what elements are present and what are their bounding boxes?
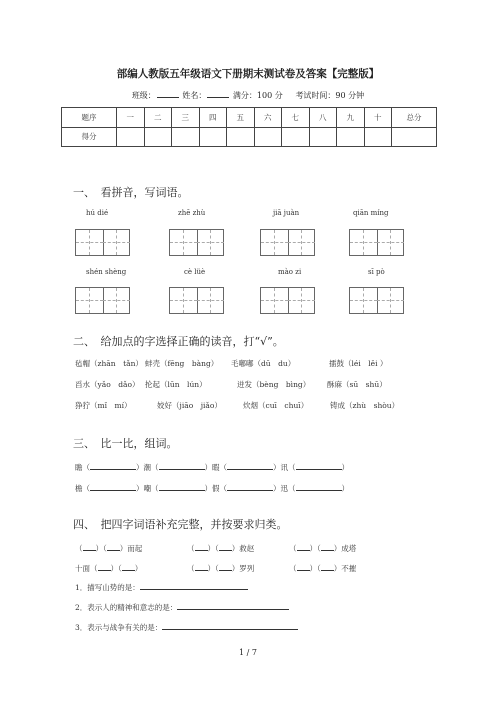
question-text: 1．描写山势的是： <box>75 583 140 592</box>
idiom-item: （ ）（ ）罗列 <box>187 564 255 573</box>
class-blank[interactable] <box>157 89 179 98</box>
reading-option[interactable]: 炊烟（cuī chuī） <box>243 401 309 410</box>
grid-cell[interactable] <box>103 288 130 313</box>
word-blank[interactable] <box>90 482 136 491</box>
score-cell[interactable] <box>392 127 437 147</box>
reading-option[interactable]: 擂鼓（léi lěi ） <box>329 359 388 368</box>
idiom-blank[interactable] <box>321 542 334 551</box>
pinyin-label: zhē zhù <box>178 209 206 217</box>
reading-option[interactable]: 蚌壳（fēng bàng） <box>145 359 219 368</box>
idiom-item: （ ）（ ）救赵 <box>187 544 255 553</box>
page-title: 部编人教版五年级语文下册期末测试卷及答案【完整版】 <box>116 68 380 80</box>
idiom-text: 而起 <box>127 544 143 553</box>
reading-option[interactable]: 舀水（yǎo dǎo） <box>75 380 140 389</box>
idiom-blank[interactable] <box>219 542 232 551</box>
score-cell[interactable] <box>227 127 255 147</box>
idiom-item: （ ）（ ）而起 <box>75 544 143 553</box>
grid-cell[interactable] <box>288 230 315 255</box>
score-header-cell: 题序 <box>62 108 117 128</box>
grid-cell[interactable] <box>103 230 130 255</box>
classify-question-2 <box>75 601 289 613</box>
grid-cell[interactable] <box>197 288 224 313</box>
writing-grid-box[interactable] <box>260 229 315 256</box>
score-cell[interactable] <box>364 127 392 147</box>
idiom-blank[interactable] <box>297 562 310 571</box>
question-text: 3．表示与战争有关的是： <box>75 623 163 632</box>
grid-cell[interactable] <box>288 288 315 313</box>
grid-cell[interactable] <box>261 288 289 313</box>
answer-line[interactable] <box>177 601 289 610</box>
answer-line[interactable] <box>162 621 298 630</box>
writing-grid-box[interactable] <box>169 287 224 314</box>
section-1-heading: 一、 看拼音，写词语。 <box>73 186 189 199</box>
idiom-blank[interactable] <box>219 562 232 571</box>
grid-cell[interactable] <box>261 230 289 255</box>
word-blank[interactable] <box>227 482 273 491</box>
idiom-blank[interactable] <box>122 562 135 571</box>
section-4-heading: 四、 把四字词语补充完整，并按要求归类。 <box>73 518 288 531</box>
score-table <box>61 107 437 147</box>
name-label: 姓名： <box>182 91 207 100</box>
pinyin-label: qiān míng <box>353 209 389 217</box>
score-cell[interactable] <box>309 127 337 147</box>
score-header-cell: 四 <box>199 108 227 128</box>
pinyin-label: hú dié <box>86 209 109 217</box>
writing-grid-box[interactable] <box>349 229 404 256</box>
char: 假 <box>212 484 220 493</box>
score-header-cell: 五 <box>227 108 255 128</box>
section-2-heading: 二、 给加点的字选择正确的读音，打“√”。 <box>73 335 284 348</box>
score-table-header-row <box>62 108 437 128</box>
score-header-cell: 九 <box>337 108 365 128</box>
reading-option[interactable]: 铸成（zhù shòu） <box>330 401 400 410</box>
grid-cell[interactable] <box>377 230 404 255</box>
score-cell[interactable] <box>337 127 365 147</box>
reading-option[interactable]: 毡帽（zhān tǎn） <box>75 359 143 368</box>
char: 瞻 <box>75 463 83 472</box>
pinyin-label: sī pò <box>368 268 385 276</box>
reading-option[interactable]: 毛嘟嘟（dū du） <box>231 359 296 368</box>
char: 嘲 <box>143 484 151 493</box>
score-header-cell: 八 <box>309 108 337 128</box>
score-cell[interactable] <box>199 127 227 147</box>
word-blank[interactable] <box>227 461 273 470</box>
word-blank[interactable] <box>159 461 205 470</box>
score-header-cell: 十 <box>364 108 392 128</box>
question-text: 2．表示人的精神和意志的是： <box>75 603 178 612</box>
idiom-blank[interactable] <box>98 562 111 571</box>
idiom-item: （ ）（ ）不摧 <box>289 564 357 573</box>
reading-option[interactable]: 狰狞（mǐ mí） <box>75 401 132 410</box>
grid-cell[interactable] <box>197 230 224 255</box>
exam-info <box>0 89 496 101</box>
score-header-cell: 一 <box>117 108 145 128</box>
idiom-blank[interactable] <box>195 542 208 551</box>
full-score: 满分：100 分 <box>232 91 283 100</box>
writing-grid-box[interactable] <box>169 229 224 256</box>
pinyin-label: shén shèng <box>86 268 127 276</box>
score-table-score-row <box>62 127 437 147</box>
page-number: 1 / 7 <box>239 648 257 657</box>
word-blank[interactable] <box>296 461 342 470</box>
word-blank[interactable] <box>296 482 342 491</box>
grid-cell[interactable] <box>350 288 378 313</box>
score-header-cell: 六 <box>254 108 282 128</box>
score-row-label: 得分 <box>62 127 117 147</box>
answer-line[interactable] <box>140 581 248 590</box>
char: 迅 <box>280 484 288 493</box>
writing-grid-box[interactable] <box>75 229 130 256</box>
word-blank[interactable] <box>90 461 136 470</box>
grid-cell[interactable] <box>170 288 198 313</box>
reading-option[interactable]: 酥麻（sū shū） <box>327 380 387 389</box>
score-header-cell: 三 <box>172 108 200 128</box>
grid-cell[interactable] <box>76 288 104 313</box>
char: 潮 <box>143 463 151 472</box>
idiom-blank[interactable] <box>107 542 120 551</box>
idiom-item: 十面（ ）（ ） <box>75 564 143 573</box>
score-cell[interactable] <box>254 127 282 147</box>
class-label: 班级： <box>131 91 156 100</box>
char: 暇 <box>212 463 220 472</box>
idiom-item: （ ）（ ）成塔 <box>289 544 357 553</box>
grid-cell[interactable] <box>170 230 198 255</box>
idiom-text: 十面 <box>75 564 90 573</box>
score-header-cell: 七 <box>282 108 310 128</box>
score-cell[interactable] <box>144 127 172 147</box>
writing-grid-box[interactable] <box>75 287 130 314</box>
idiom-blank[interactable] <box>297 542 310 551</box>
pinyin-label: mào zi <box>278 268 302 276</box>
reading-option[interactable]: 迸发（bèng bìng） <box>237 380 311 389</box>
idiom-text: 救赵 <box>239 544 255 553</box>
score-cell[interactable] <box>172 127 200 147</box>
classify-question-1 <box>75 581 248 593</box>
idiom-blank[interactable] <box>321 562 334 571</box>
score-cell[interactable] <box>117 127 145 147</box>
char: 讯 <box>280 463 288 472</box>
idiom-text: 罗列 <box>239 564 255 573</box>
section-3-heading: 三、 比一比，组词。 <box>73 437 178 450</box>
grid-cell[interactable] <box>76 230 104 255</box>
score-header-cell: 二 <box>144 108 172 128</box>
idiom-text: 不摧 <box>341 564 357 573</box>
idiom-blank[interactable] <box>83 542 96 551</box>
exam-time: 考试时间：90 分钟 <box>295 91 365 100</box>
idiom-text: 成塔 <box>341 544 357 553</box>
pinyin-label: jiā juàn <box>273 209 300 217</box>
idiom-blank[interactable] <box>195 562 208 571</box>
word-blank[interactable] <box>159 482 205 491</box>
name-blank[interactable] <box>207 89 229 98</box>
writing-grid-box[interactable] <box>349 287 404 314</box>
score-header-cell: 总分 <box>392 108 437 128</box>
grid-cell[interactable] <box>377 288 404 313</box>
reading-option[interactable]: 姣好（jiāo jiǎo） <box>157 401 222 410</box>
writing-grid-box[interactable] <box>260 287 315 314</box>
grid-cell[interactable] <box>350 230 378 255</box>
score-cell[interactable] <box>282 127 310 147</box>
reading-option[interactable]: 抡起（lūn lún） <box>145 380 207 389</box>
compare-row-2: 檐（ ）嘲（ ）假（ ）迅（ ） <box>75 484 349 493</box>
pinyin-label: cè lüè <box>184 268 206 276</box>
classify-question-3 <box>75 621 298 633</box>
compare-row-1: 瞻（ ）潮（ ）暇（ ）讯（ ） <box>75 463 349 472</box>
char: 檐 <box>75 484 83 493</box>
